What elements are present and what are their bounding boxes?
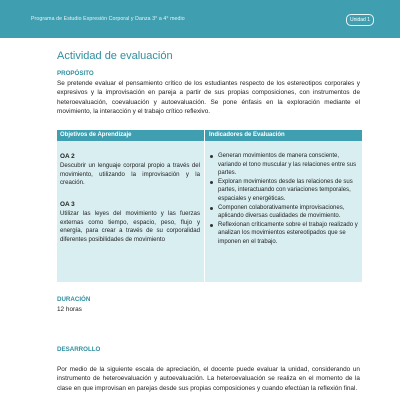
table-body — [57, 141, 362, 282]
proposito-label: PROPÓSITO — [57, 70, 94, 77]
bullet-icon — [210, 207, 213, 210]
desarrollo-text: Por medio de la siguiente escala de apreciación, el docente puede evaluar la unidad, considerando un instrumento de heteroevaluación y autoevaluación. La heteroevaluación se realiza en el momento de la clase en que improvisan en parejas desde sus propias composiciones y cuando efectúan la reflexión final. — [57, 366, 360, 392]
header-bar — [0, 0, 400, 38]
duracion-label: DURACIÓN — [57, 296, 91, 303]
objective-title: OA 3 — [60, 201, 75, 208]
table-header-objectives: Objetivos de Aprendizaje — [60, 132, 132, 138]
objective-text: Utilizar las leyes del movimiento y las fuerzas externas como tiempo, espacio, peso, flujo y energía, para crear a través de su corporalidad diferentes posibilidades de movimiento — [60, 210, 200, 243]
table-header-indicators: Indicadores de Evaluación — [209, 132, 285, 138]
indicator-text: Reflexionan críticamente sobre el trabajo realizado y analizan los movimientos estereotipados que se imponen en el trabajo. — [218, 221, 358, 245]
column-divider — [204, 130, 205, 282]
indicator-item — [209, 221, 359, 247]
table-header-row — [57, 130, 362, 141]
duracion-value: 12 horas — [57, 306, 82, 313]
desarrollo-label: DESARROLLO — [57, 346, 101, 353]
bullet-icon — [210, 155, 213, 158]
indicator-text: Generan movimientos de manera consciente, variando el tono muscular y las relaciones entre sus partes. — [218, 153, 357, 177]
indicator-item — [209, 152, 359, 178]
unit-badge: Unidad 1 — [346, 14, 374, 26]
indicator-item — [209, 178, 359, 204]
proposito-text: Se pretende evaluar el pensamiento crítico de los estudiantes respecto de los estereotipos corporales y expresivos y la improvisación en pareja a partir de sus propias composiciones, con instrumentos de heteroevaluación, coevaluación y autoevaluación. Se pone énfasis en la exploración mediante el movimiento, la interacción y el trabajo crítico reflexivo. — [57, 80, 360, 116]
indicator-list — [209, 152, 359, 247]
page-title: Actividad de evaluación — [57, 50, 173, 62]
bullet-icon — [210, 224, 213, 227]
indicator-text: Componen colaborativamente improvisaciones, aplicando diversas cualidades de movimiento. — [218, 204, 345, 220]
program-title: Programa de Estudio Expresión Corporal y Danza 3° a 4° medio — [31, 16, 185, 22]
objective-title: OA 2 — [60, 153, 75, 160]
indicator-text: Exploran movimientos desde las relaciones de sus partes, interactuando con variaciones temporales, espaciales y energéticas. — [218, 178, 353, 202]
indicator-item — [209, 204, 359, 221]
evaluation-table — [57, 130, 362, 282]
bullet-icon — [210, 181, 213, 184]
objective-text: Descubrir un lenguaje corporal propio a través del movimiento, utilizando la improvisación y la creación. — [60, 162, 200, 187]
